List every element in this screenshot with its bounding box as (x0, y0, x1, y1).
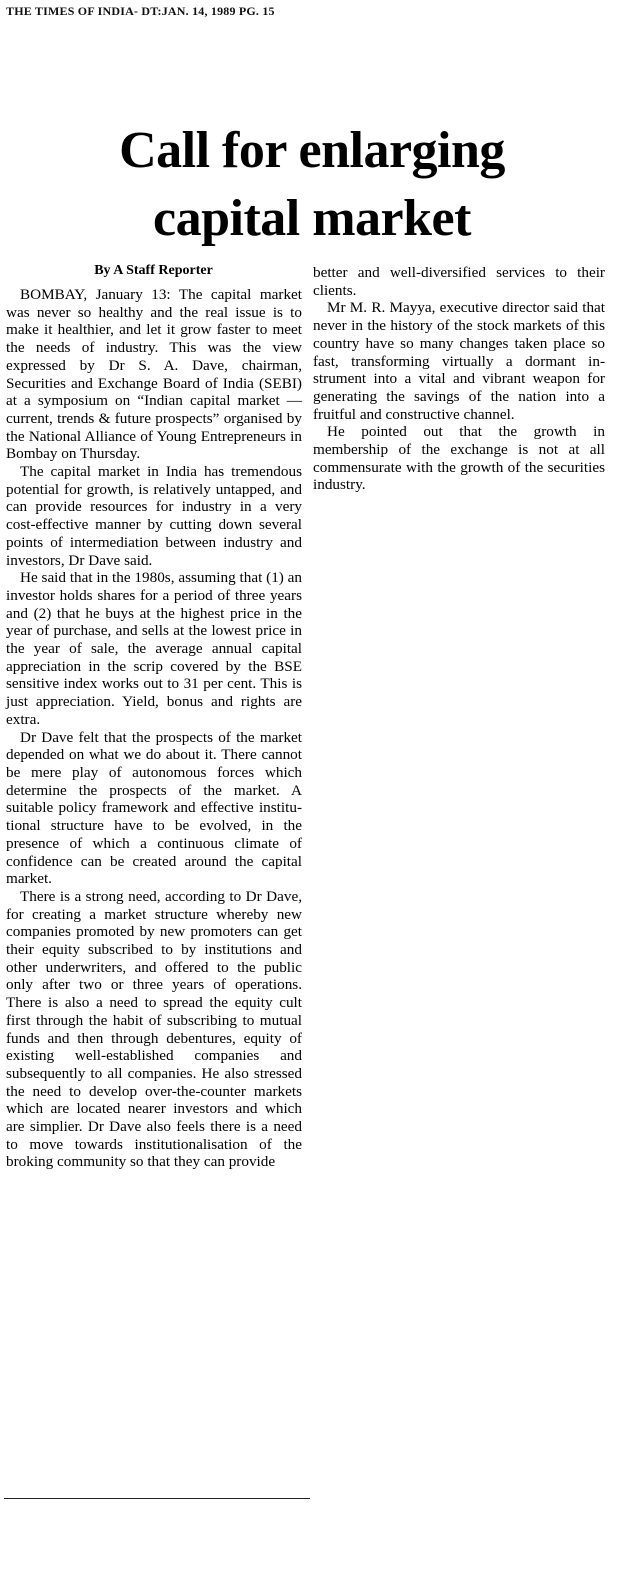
paragraph-6: Mr M. R. Mayya, executive director said that never in the history of the stock markets of this country have so many changes taken place so fast, transforming virtually a dormant instrument into a vital and vibrant weapon for generating the savings of the nation into a fruitful and constructive channel. (313, 299, 605, 423)
paragraph-3: He said that in the 1980s, assuming that (1) an investor holds shares for a period of three years and (2) that he buys at the highest price in the year of purchase, and sells at the lowest price in the year of sale, the average annual capital appreciation in the scrip covered by the BSE sensitive index works out to 31 per cent. This is just appreciation. Yield, bonus and rights are extra. (6, 569, 302, 728)
article-column-right (313, 264, 605, 494)
column-end-rule (4, 1498, 310, 1499)
paragraph-5-continued: better and well-diversified services to their clients. (313, 264, 605, 299)
paragraph-7: He pointed out that the growth in membership of the exchange is not at all commensurate with the growth of the securities industry. (313, 423, 605, 494)
paragraph-4: Dr Dave felt that the prospects of the market depended on what we do about it. There cannot be mere play of autonomous forces which determine the prospects of the market. A suitable policy framework and effective institutional structure have to be evolved, in the presence of which a continuous climate of confidence can be created around the capital market. (6, 728, 302, 888)
article-column-left (6, 286, 302, 1171)
byline: By A Staff Reporter (94, 263, 213, 278)
paragraph-1-text: The capital market was never so healthy and the real issue is to make it healthier, and let it grow faster to meet the needs of industry. This was the view expressed by Dr S. A. Dave, chairman, Securities and Exchange Board of India (SEBI) at a symposium on “Indian capital market — current, trends & future prospects” organised by the National Alliance of Young Entrepreneurs in Bombay on Thursday. (6, 286, 302, 463)
headline (0, 117, 624, 253)
source-citation: THE TIMES OF INDIA- DT:JAN. 14, 1989 PG. 15 (6, 4, 275, 18)
paragraph-2: The capital market in India has tremendous potential for growth, is relatively untapped, and can provide resources for industry in a very cost-effective manner by cutting down several points of intermediation between industry and investors, Dr Dave said. (6, 463, 302, 569)
paragraph-1 (6, 286, 302, 463)
dateline: BOMBAY, January 13: (20, 286, 171, 303)
headline-line-2: capital market (153, 189, 471, 247)
paragraph-5: There is a strong need, according to Dr Dave, for creating a market structure whereby new companies promoted by new promoters can get their equity subscribed to by institutions and other underwriters, and offered to the public only after two or three years of operations. There is also a need to spread the equity cult first through the habit of subscribing to mutual funds and then through debentures, equity of existing well-established companies and subsequently to all companies. He also stressed the need to develop over-the-counter markets which are located nearer investors and which are simplier. Dr Dave also feels there is a need to move towards institutionalisation of the broking community so that they can provide (6, 887, 302, 1171)
headline-line-1: Call for enlarging (119, 121, 505, 179)
